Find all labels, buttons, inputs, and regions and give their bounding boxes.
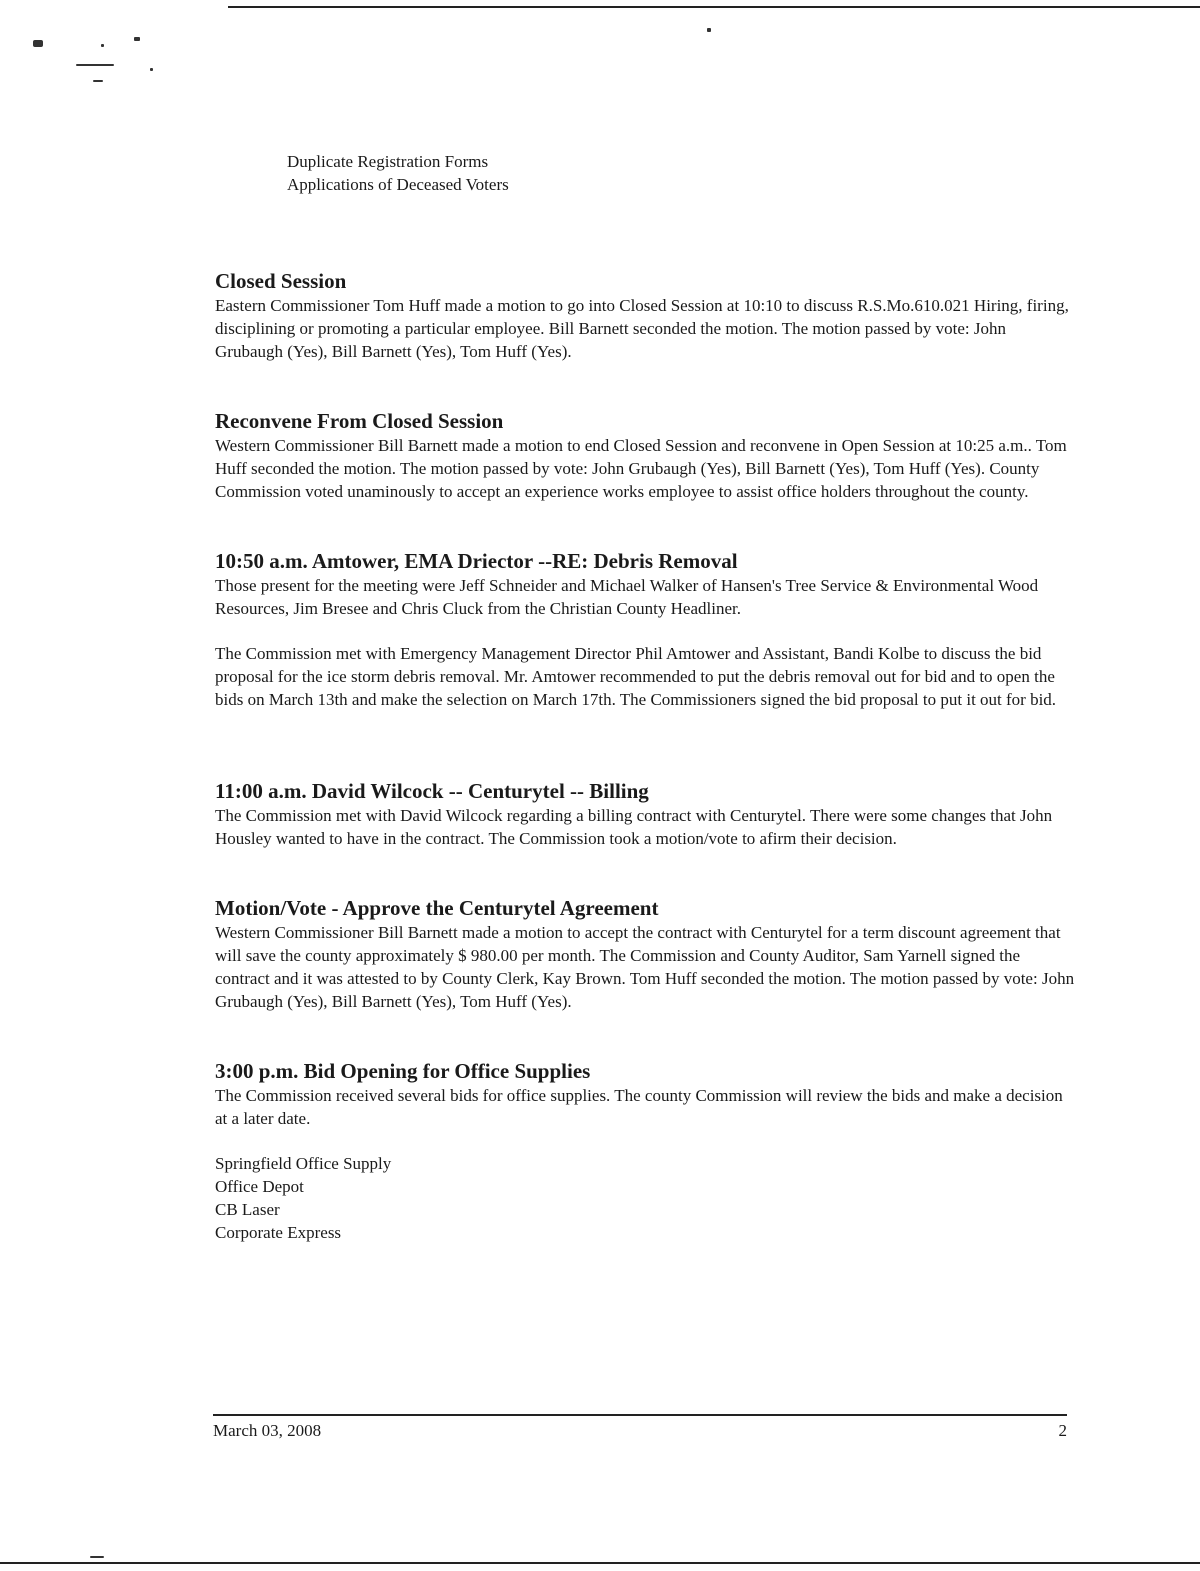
minutes-body	[215, 268, 1075, 1244]
scan-speck	[76, 64, 114, 66]
section-office-supplies-bids	[215, 1058, 1075, 1244]
section-paragraph: The Commission met with Emergency Management Director Phil Amtower and Assistant, Bandi Kolbe to discuss the bid proposal for the ice storm debris removal. Mr. Amtower recommended to put the debris removal out for bid and to open the bids on March 13th and make the selection on March 17th. The Commissioners signed the bid proposal to put it out for bid.	[215, 644, 1057, 709]
section-heading: Reconvene From Closed Session	[215, 409, 504, 433]
section-centurytel-agreement	[215, 895, 1075, 1013]
section-paragraph: Those present for the meeting were Jeff Schneider and Michael Walker of Hansen's Tree Service & Environmental Wood Resources, Jim Bresee and Chris Cluck from the Christian County Headliner.	[215, 576, 1039, 618]
page-footer	[213, 1414, 1067, 1442]
section-heading: Closed Session	[215, 269, 347, 293]
section-heading: 11:00 a.m. David Wilcock -- Centurytel -- Billing	[215, 779, 649, 803]
top-item-list	[287, 150, 509, 196]
list-item: Springfield Office Supply	[215, 1154, 392, 1173]
list-item: Applications of Deceased Voters	[287, 175, 509, 194]
page-number: 2	[1058, 1421, 1067, 1440]
list-item: Corporate Express	[215, 1223, 342, 1242]
scan-speck	[134, 37, 140, 41]
list-item: Office Depot	[215, 1177, 304, 1196]
list-item: Duplicate Registration Forms	[287, 152, 489, 171]
footer-date: March 03, 2008	[213, 1421, 322, 1440]
section-centurytel-billing	[215, 778, 1075, 850]
scan-edge-top	[228, 6, 1200, 8]
section-debris-removal	[215, 548, 1075, 711]
scan-speck	[90, 1556, 104, 1558]
section-heading: 3:00 p.m. Bid Opening for Office Supplies	[215, 1059, 591, 1083]
scan-speck	[33, 40, 43, 47]
section-closed-session	[215, 268, 1075, 363]
list-item: CB Laser	[215, 1200, 280, 1219]
section-paragraph: Western Commissioner Bill Barnett made a motion to accept the contract with Centurytel for a term discount agreement that will save the county approximately $ 980.00 per month. The Commission and County Auditor, Sam Yarnell signed the contract and it was attested to by County Clerk, Kay Brown. Tom Huff seconded the motion. The motion passed by vote: John Grubaugh (Yes), Bill Barnett (Yes), Tom Huff (Yes).	[215, 923, 1075, 1011]
section-paragraph: The Commission met with David Wilcock regarding a billing contract with Centurytel. There were some changes that John Housley wanted to have in the contract. The Commission took a motion/vote to afirm their decision.	[215, 806, 1053, 848]
section-paragraph: Eastern Commissioner Tom Huff made a motion to go into Closed Session at 10:10 to discuss R.S.Mo.610.021 Hiring, firing, disciplining or promoting a particular employee. Bill Barnett seconded the motion. The motion passed by vote: John Grubaugh (Yes), Bill Barnett (Yes), Tom Huff (Yes).	[215, 296, 1069, 361]
scan-speck	[150, 68, 153, 71]
scan-speck	[707, 28, 711, 32]
bidder-list	[215, 1152, 1075, 1244]
section-paragraph: Western Commissioner Bill Barnett made a motion to end Closed Session and reconvene in Open Session at 10:25 a.m.. Tom Huff seconded the motion. The motion passed by vote: John Grubaugh (Yes), Bill Barnett (Yes), Tom Huff (Yes). County Commission voted unaminously to accept an experience works employee to assist office holders throughout the county.	[215, 436, 1067, 501]
scan-speck	[93, 80, 103, 82]
section-reconvene	[215, 408, 1075, 503]
section-paragraph: The Commission received several bids for office supplies. The county Commission will review the bids and make a decision at a later date.	[215, 1086, 1063, 1128]
scan-edge-bottom	[0, 1562, 1200, 1564]
scan-speck	[101, 44, 104, 47]
section-heading: 10:50 a.m. Amtower, EMA Driector --RE: Debris Removal	[215, 549, 738, 573]
section-heading: Motion/Vote - Approve the Centurytel Agreement	[215, 896, 659, 920]
